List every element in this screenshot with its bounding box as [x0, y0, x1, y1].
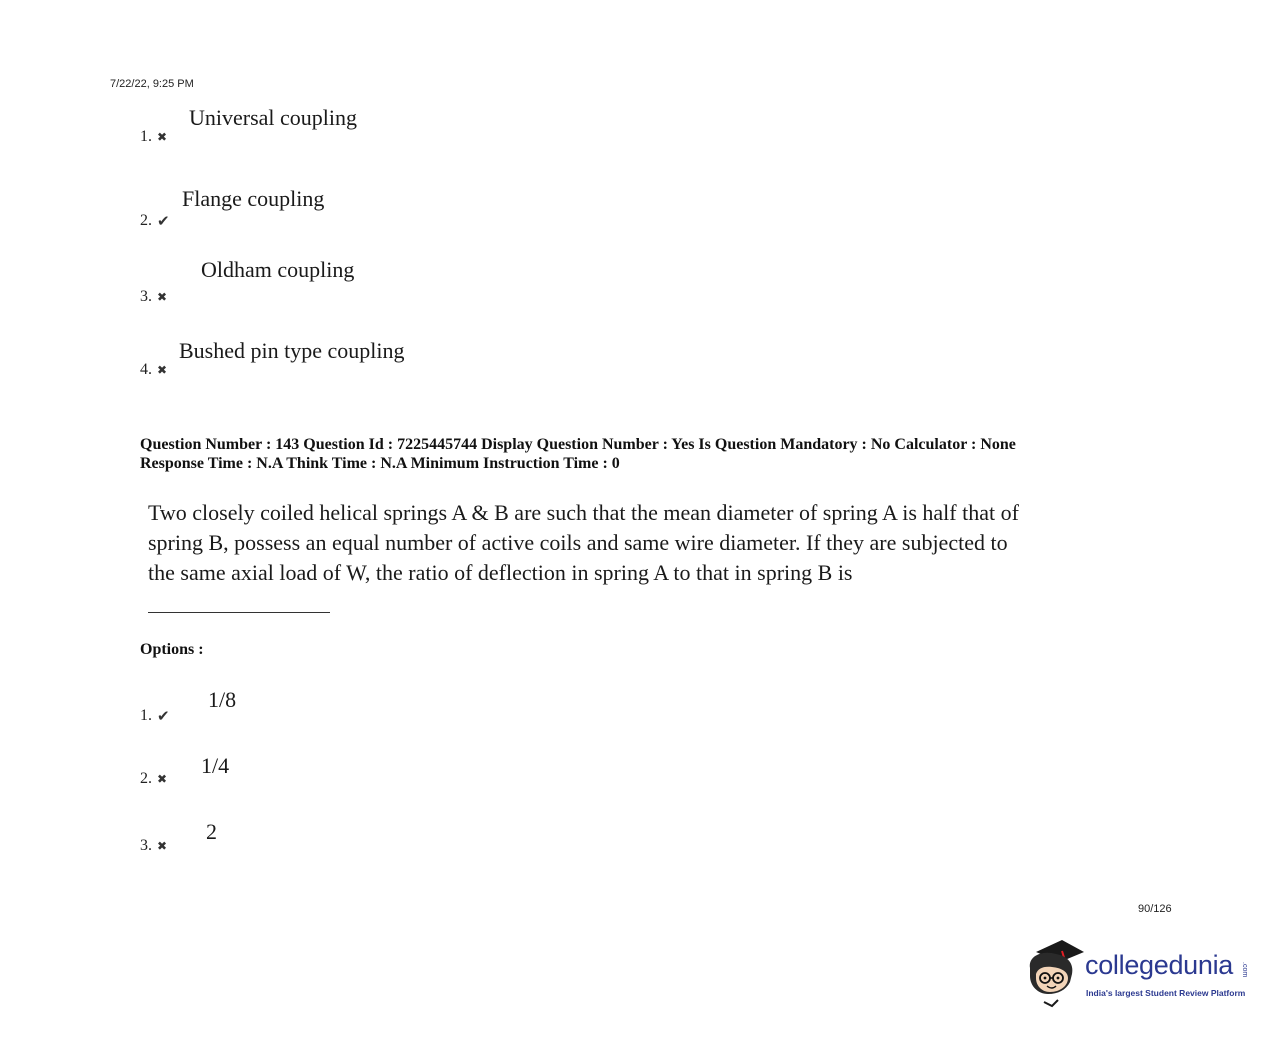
options-label: Options :: [140, 641, 204, 658]
page-number: 90/126: [1138, 903, 1172, 915]
option-number: 1.: [140, 128, 152, 145]
cross-icon: ✖: [157, 130, 168, 144]
option-1-number: [140, 707, 170, 725]
answer-blank-line: [148, 612, 330, 613]
option-2-text: 1/4: [201, 753, 230, 778]
collegedunia-logo-suffix: .com: [1241, 962, 1248, 978]
check-icon: ✔: [157, 212, 170, 230]
cross-icon: ✖: [157, 290, 168, 304]
prev-option-3-number: [140, 288, 167, 306]
question-text: Two closely coiled helical springs A & B are such that the mean diameter of spring A is half that of spring B, possess an equal number of active coils and same wire diameter. If they are subjected to the same axial load of W, the ratio of deflection in spring A to that in spring B is: [148, 500, 1019, 585]
question-meta-line2: Response Time : N.A Think Time : N.A Minimum Instruction Time : 0: [140, 455, 620, 472]
prev-option-2-number: [140, 212, 170, 230]
collegedunia-mascot-icon: [1022, 938, 1088, 1010]
prev-option-4-number: [140, 361, 167, 379]
option-number: 2.: [140, 212, 152, 229]
option-number: 3.: [140, 288, 152, 305]
option-number: 2.: [140, 770, 152, 787]
option-number: 4.: [140, 361, 152, 378]
option-number: 1.: [140, 707, 152, 724]
prev-option-4-text: Bushed pin type coupling: [179, 338, 405, 363]
question-metadata: [140, 435, 1016, 473]
option-number: 3.: [140, 837, 152, 854]
check-icon: ✔: [157, 707, 170, 725]
prev-option-1-number: [140, 128, 167, 146]
option-3-text: 2: [206, 819, 217, 844]
option-1-text: 1/8: [208, 687, 237, 712]
option-3-number: [140, 837, 167, 855]
collegedunia-tagline: India's largest Student Review Platform: [1086, 988, 1246, 998]
print-timestamp: 7/22/22, 9:25 PM: [110, 78, 194, 90]
cross-icon: ✖: [157, 363, 168, 377]
cross-icon: ✖: [157, 839, 168, 853]
prev-option-2-text: Flange coupling: [182, 186, 325, 211]
prev-option-3-text: Oldham coupling: [201, 257, 355, 282]
option-2-number: [140, 770, 167, 788]
question-meta-line1: Question Number : 143 Question Id : 7225445744 Display Question Number : Yes Is Question Mandatory : No Calculator : None: [140, 436, 1016, 453]
prev-option-1-text: Universal coupling: [189, 105, 358, 130]
cross-icon: ✖: [157, 772, 168, 786]
collegedunia-logo-text: collegedunia: [1085, 950, 1234, 980]
